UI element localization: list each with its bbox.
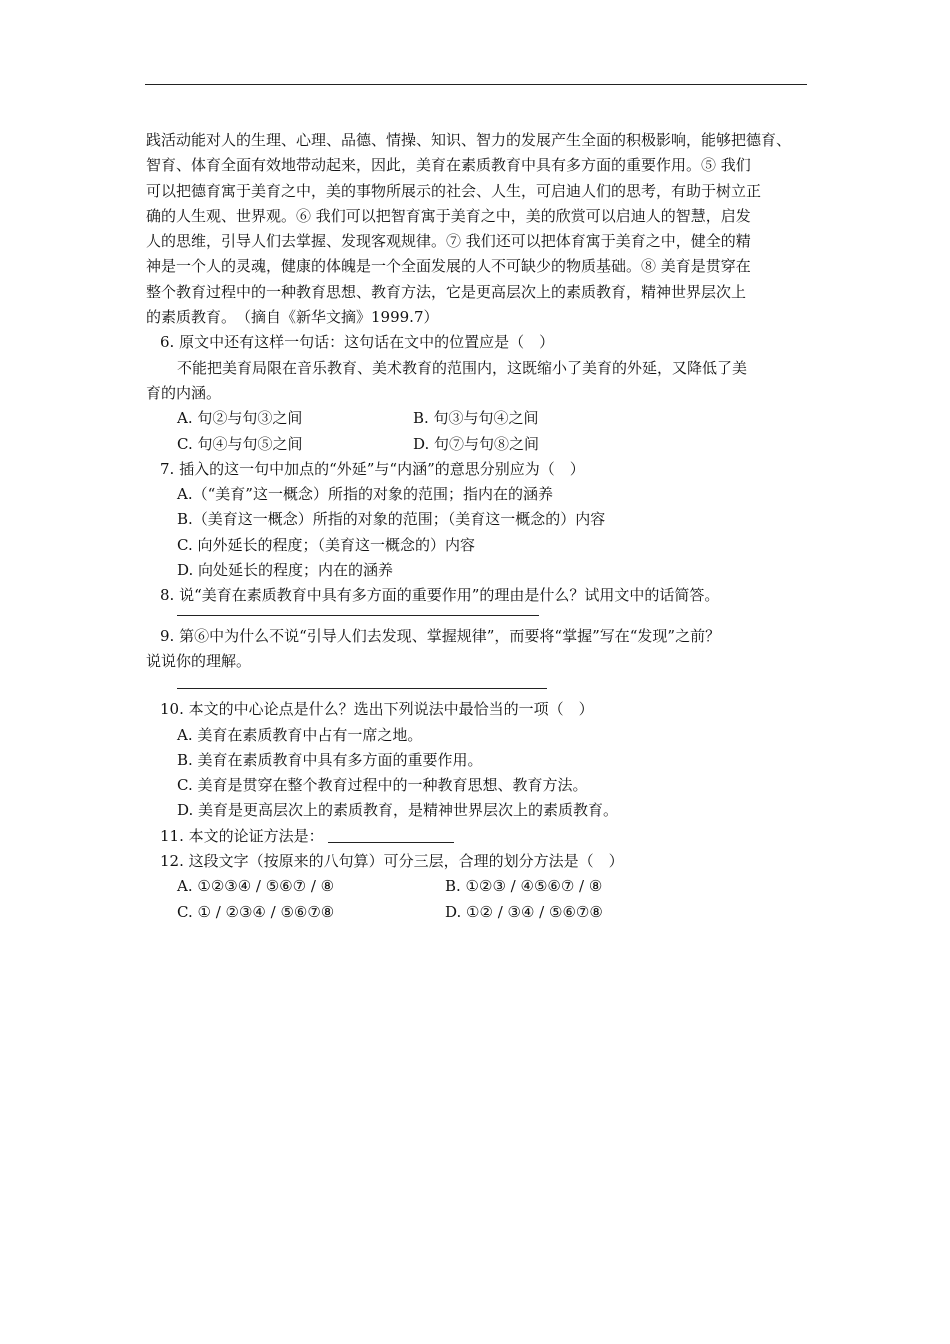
question-7-stem: 7. 插入的这一句中加点的“外延”与“内涵”的意思分别应为（ ） [160, 459, 585, 478]
question-6-sentence-line2: 育的内涵。 [146, 383, 222, 402]
passage-line: 可以把德育寓于美育之中，美的事物所展示的社会、人生，可启迪人们的思考，有助于树立正 [146, 181, 762, 200]
passage-line: 的素质教育。 （摘自《新华文摘》1999.7） [146, 308, 439, 327]
question-6-options-row1 [146, 406, 826, 431]
document-content [146, 128, 826, 925]
option-b: B. ①②③ / ④⑤⑥⑦ / ⑧ [445, 877, 603, 896]
question-8 [146, 583, 826, 615]
question-9-stem-line1: 9. 第⑥中为什么不说“引导人们去发现、掌握规律”，而要将“掌握”写在“发现”之前？ [160, 626, 721, 645]
option-c: C. ① / ②③④ / ⑤⑥⑦⑧ [177, 902, 335, 921]
question-6-options-row2 [146, 432, 826, 457]
option-d: D. 美育是更高层次上的素质教育，是精神世界层次上的素质教育。 [177, 801, 619, 820]
header-rule [145, 84, 807, 85]
option-a: A. ①②③④ / ⑤⑥⑦ / ⑧ [177, 877, 335, 896]
question-10-stem: 10. 本文的中心论点是什么？选出下列说法中最恰当的一项（ ） [160, 700, 594, 719]
passage-line: 人的思维，引导人们去掌握、发现客观规律。⑦ 我们还可以把体育寓于美育之中，健全的精 [146, 232, 751, 251]
question-9 [146, 624, 826, 690]
option-c: C. 美育是贯穿在整个教育过程中的一种教育思想、教育方法。 [177, 776, 588, 795]
question-6-stem: 6. 原文中还有这样一句话：这句话在文中的位置应是（ ） [160, 333, 555, 352]
question-7 [146, 457, 826, 583]
option-a: A. 句②与句③之间 [177, 409, 303, 428]
passage-line: 整个教育过程中的一种教育思想、教育方法，它是更高层次上的素质教育，精神世界层次上 [146, 282, 747, 301]
option-b: B. 美育在素质教育中具有多方面的重要作用。 [177, 750, 483, 769]
option-a: A. 美育在素质教育中占有一席之地。 [177, 725, 423, 744]
passage-line: 智育、体育全面有效地带动起来，因此，美育在素质教育中具有多方面的重要作用。⑤ 我们 [146, 156, 751, 175]
answer-blank[interactable] [328, 828, 454, 843]
passage-line: 践活动能对人的生理、心理、品德、情操、知识、智力的发展产生全面的积极影响，能够把德育、 [146, 131, 792, 149]
option-a: A.（“美育”这一概念）所指的对象的范围；指内在的涵养 [177, 485, 553, 504]
question-8-stem: 8. 说“美育在素质教育中具有多方面的重要作用”的理由是什么？试用文中的话简答。 [160, 586, 720, 605]
question-10 [146, 697, 826, 823]
question-12-options-row1 [146, 874, 826, 899]
passage-line: 神是一个人的灵魂，健康的体魄是一个全面发展的人不可缺少的物质基础。⑧ 美育是贯穿在 [146, 257, 751, 276]
option-c: C. 向外延长的程度；（美育这一概念的）内容 [177, 535, 475, 554]
option-c: C. 句④与句⑤之间 [177, 434, 303, 453]
reading-passage [146, 128, 826, 330]
answer-line[interactable] [177, 615, 539, 616]
passage-line: 确的人生观、世界观。⑥ 我们可以把智育寓于美育之中，美的欣赏可以启迪人的智慧，启发 [146, 206, 751, 225]
question-12-stem: 12. 这段文字（按原来的八句算）可分三层，合理的划分方法是（ ） [160, 852, 624, 871]
option-d: D. 句⑦与句⑧之间 [413, 434, 540, 453]
option-d: D. ①② / ③④ / ⑤⑥⑦⑧ [445, 902, 603, 921]
question-11-row [146, 824, 826, 849]
question-12-options-row2 [146, 900, 826, 925]
question-6-sentence-line1: 不能把美育局限在音乐教育、美术教育的范围内，这既缩小了美育的外延，又降低了美 [177, 358, 748, 377]
question-6 [146, 330, 826, 456]
option-d: D. 向处延长的程度；内在的涵养 [177, 561, 394, 580]
question-11 [146, 824, 826, 849]
answer-line[interactable] [177, 688, 547, 689]
question-12 [146, 849, 826, 925]
option-b: B.（美育这一概念）所指的对象的范围；（美育这一概念的）内容 [177, 510, 606, 529]
option-b: B. 句③与句④之间 [413, 409, 539, 428]
question-11-stem: 11. 本文的论证方法是： [160, 826, 324, 845]
question-9-stem-line2: 说说你的理解。 [146, 651, 252, 670]
